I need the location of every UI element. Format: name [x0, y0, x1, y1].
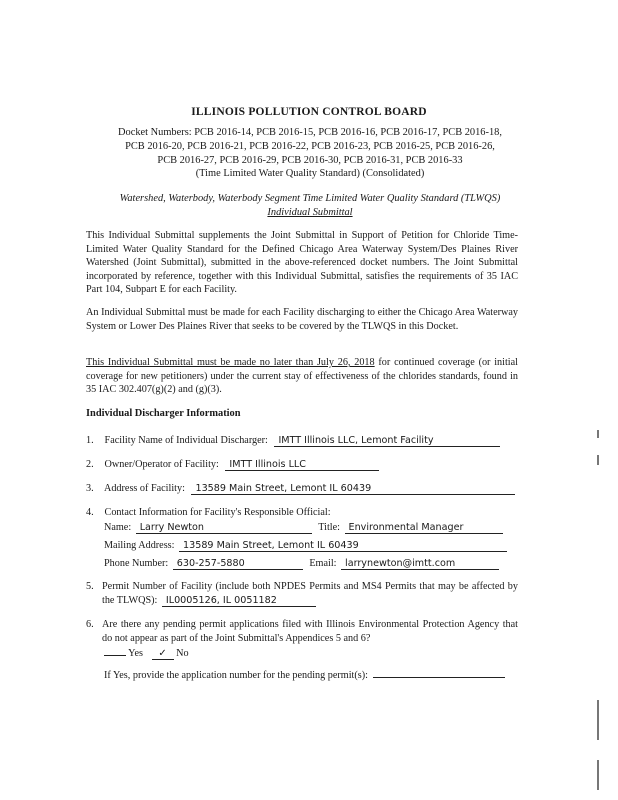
permit-number-text	[102, 580, 518, 607]
facility-name-field[interactable]: IMTT Illinois LLC, Lemont Facility	[274, 435, 500, 447]
pending-permits-question: Are there any pending permit applications filed with Illinois Environmental Protection Agency that do not appear as part of the Joint Submittal's Appendices 5 and 6?	[102, 619, 518, 644]
scan-edge-mark	[597, 430, 599, 438]
pending-application-label: If Yes, provide the application number for the pending permit(s):	[104, 670, 368, 681]
item-number: 3.	[86, 483, 94, 494]
owner-operator-label: Owner/Operator of Facility:	[104, 459, 219, 470]
yes-checkbox[interactable]	[104, 655, 126, 656]
deadline-rest: for continued coverage (or initial coverage for new petitioners) under the current stay of effectiveness of the chlorides standards, found in 35 IAC 302.407(g)(2) and (g)(3).	[86, 357, 518, 396]
item-number: 5.	[86, 581, 94, 592]
scan-edge-mark	[597, 760, 599, 790]
subtitle-line: Watershed, Waterbody, Waterbody Segment Time Limited Water Quality Standard (TLWQS)	[119, 193, 501, 204]
mailing-address-row	[104, 540, 507, 552]
facility-address-label: Address of Facility:	[103, 483, 185, 494]
title-field[interactable]: Environmental Manager	[345, 522, 503, 534]
owner-operator-row	[86, 458, 379, 472]
name-field[interactable]: Larry Newton	[136, 522, 312, 534]
pending-application-row	[104, 670, 505, 681]
scan-edge-mark	[597, 455, 599, 465]
mailing-address-field[interactable]: 13589 Main Street, Lemont IL 60439	[179, 540, 507, 552]
subtitle-line: Individual Submittal	[267, 206, 353, 218]
item-number: 6.	[86, 619, 94, 630]
deadline-paragraph	[86, 356, 518, 397]
document-subtitle	[70, 192, 550, 219]
item-number: 2.	[86, 459, 94, 470]
facility-name-row	[86, 434, 500, 448]
yes-label: Yes	[128, 648, 143, 659]
permit-number-label: Permit Number of Facility (include both NPDES Permits and MS4 Permits that may be affected by the TLWQS):	[102, 581, 518, 606]
item-number: 4.	[86, 507, 94, 518]
title-label: Title:	[318, 522, 340, 533]
contact-info-row	[86, 506, 331, 520]
page-title: ILLINOIS POLLUTION CONTROL BOARD	[191, 106, 427, 118]
facility-name-label: Facility Name of Individual Discharger:	[104, 435, 268, 446]
no-checkbox[interactable]: ✓	[152, 648, 174, 660]
name-label: Name:	[104, 522, 132, 533]
yes-no-row	[104, 648, 189, 660]
owner-operator-field[interactable]: IMTT Illinois LLC	[225, 459, 379, 471]
docket-line: PCB 2016-27, PCB 2016-29, PCB 2016-30, PCB 2016-31, PCB 2016-33	[157, 154, 463, 166]
docket-line: PCB 2016-20, PCB 2016-21, PCB 2016-22, PCB 2016-23, PCB 2016-25, PCB 2016-26,	[125, 140, 495, 152]
docket-line: (Time Limited Water Quality Standard) (Consolidated)	[195, 168, 425, 180]
contact-info-label: Contact Information for Facility's Responsible Official:	[104, 507, 331, 518]
phone-field[interactable]: 630-257-5880	[173, 558, 303, 570]
docket-numbers	[80, 126, 540, 181]
email-field[interactable]: larrynewton@imtt.com	[341, 558, 499, 570]
email-label: Email:	[309, 558, 337, 569]
scan-edge-mark	[597, 700, 599, 740]
requirement-paragraph: An Individual Submittal must be made for each Facility discharging to either the Chicago Area Waterway System or Lower Des Plaines River that seeks to be covered by the TLWQS in this Docket.	[86, 307, 518, 332]
facility-address-field[interactable]: 13589 Main Street, Lemont IL 60439	[191, 483, 515, 495]
mailing-address-label: Mailing Address:	[104, 540, 175, 551]
item-number: 1.	[86, 435, 94, 446]
facility-address-row	[86, 482, 515, 496]
phone-email-row	[104, 558, 499, 570]
phone-label: Phone Number:	[104, 558, 169, 569]
permit-number-field[interactable]: IL0005126, IL 0051182	[162, 595, 316, 607]
intro-paragraph: This Individual Submittal supplements the Joint Submittal in Support of Petition for Chloride Time-Limited Water Quality Standard for the Defined Chicago Area Waterway System/Des Plaines River Watershed (Joint Submittal), submitted in the above-referenced docket numbers. The Joint Submittal incorporated by reference, together with this Individual Submittal, satisfies the requirements of 35 IAC Part 104, Subpart E for each Facility.	[86, 230, 518, 296]
deadline-text: This Individual Submittal must be made no later than July 26, 2018	[86, 357, 375, 368]
section-heading: Individual Discharger Information	[86, 408, 241, 419]
docket-line: Docket Numbers: PCB 2016-14, PCB 2016-15, PCB 2016-16, PCB 2016-17, PCB 2016-18,	[118, 127, 502, 138]
pending-application-field[interactable]	[373, 677, 505, 678]
no-label: No	[176, 648, 189, 659]
contact-name-row	[104, 522, 503, 534]
